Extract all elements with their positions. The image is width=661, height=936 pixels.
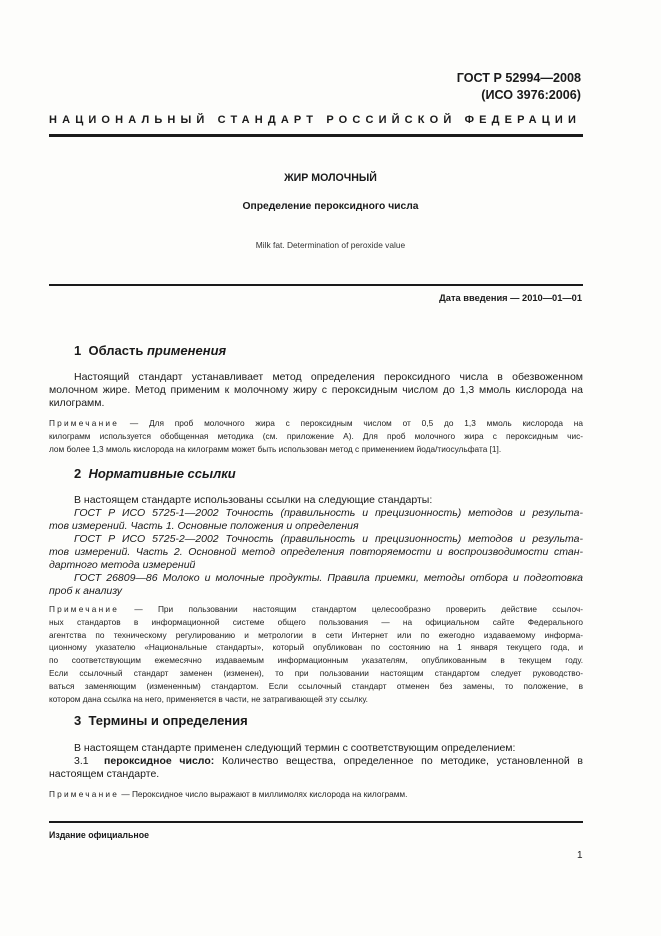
section-3-heading <box>74 713 248 728</box>
section-2-number: 2 <box>74 466 82 481</box>
section-3-body <box>49 742 583 781</box>
note-line <box>49 788 583 801</box>
term-definition-line <box>49 755 583 768</box>
note-line: лом более 1,3 ммоль кислорода на килограмм может быть использован метод с применением йода/тиосульфата [1]. <box>49 443 502 454</box>
reference-line: дартного метода измерений <box>49 559 196 571</box>
edition-label: Издание официальное <box>49 830 149 840</box>
term: пероксидное число: <box>104 755 215 767</box>
note-line: агентства по техническому регулированию и метрологии в сети Интернет или по ежегодно издаваемому информа- <box>49 629 583 640</box>
note-line: Если ссылочный стандарт заменен (изменен), то при пользовании настоящим стандартом следует руководство- <box>49 667 583 678</box>
text-line: килограмм. <box>49 397 105 409</box>
note-label: Примечание <box>49 418 120 428</box>
section-3-note <box>49 788 583 801</box>
note-label: Примечание <box>49 789 120 799</box>
section-1-number: 1 <box>74 343 82 358</box>
reference-line: ГОСТ Р ИСО 5725-1—2002 Точность (правильность и прецизионность) методов и результа- <box>74 507 583 519</box>
text-line: Настоящий стандарт устанавливает метод определения пероксидного числа в обезвоженном <box>74 371 583 383</box>
section-1-title-a: Область <box>88 343 147 358</box>
note-label: Примечание <box>49 604 120 614</box>
note-line: ных стандартов в информационной системе общего пользования — на официальном сайте Федерального <box>49 616 583 627</box>
term-number: 3.1 <box>74 755 89 767</box>
note-line <box>49 417 583 430</box>
reference-line: тов измерений. Часть 2. Основной метод определения повторяемости и воспроизводимости стан- <box>49 546 583 558</box>
section-3-number: 3 <box>74 713 82 728</box>
page-number: 1 <box>577 850 583 861</box>
note-text: — Пероксидное число выражают в миллимолях кислорода на килограмм. <box>121 789 408 799</box>
standard-code: ГОСТ Р 52994—2008 <box>456 71 581 85</box>
title-rule <box>49 284 583 286</box>
term-definition-line: настоящем стандарте. <box>49 768 160 780</box>
section-2-note <box>49 603 583 705</box>
footer-rule <box>49 821 583 823</box>
note-text: — При пользовании настоящим стандартом целесообразно проверить действие ссылоч- <box>134 604 583 614</box>
note-line: ваться заменяющим (измененным) стандартом. Если ссылочный стандарт отменен без замены, то положение, в <box>49 680 583 691</box>
note-line: котором дана ссылка на него, применяется в части, не затрагивающей эту ссылку. <box>49 693 368 704</box>
section-1-paragraph <box>49 371 583 410</box>
section-2-title: Нормативные ссылки <box>88 466 236 481</box>
document-subtitle: Определение пероксидного числа <box>242 201 419 212</box>
text-line: молочном жире. Метод применим к молочному жиру с пероксидным числом до 1,3 ммоль кислорода на <box>49 384 583 396</box>
document-title: ЖИР МОЛОЧНЫЙ <box>284 172 377 184</box>
term-definition: Количество вещества, определенное по методике, установленной в <box>221 755 584 767</box>
header-rule <box>49 134 583 137</box>
note-text: — Для проб молочного жира с пероксидным числом от 0,5 до 1,3 ммоль кислорода на <box>129 418 584 428</box>
section-2-references <box>49 494 583 598</box>
section-1-heading <box>74 343 226 358</box>
national-standard-heading: НАЦИОНАЛЬНЫЙ СТАНДАРТ РОССИЙСКОЙ ФЕДЕРАЦИИ <box>49 114 582 126</box>
section-3-title: Термины и определения <box>88 713 248 728</box>
references-intro: В настоящем стандарте использованы ссылки на следующие стандарты: <box>74 494 433 506</box>
note-line: килограмм используется обобщенная методика (см. приложение А). Для проб молочного жира с пероксидным чис- <box>49 430 583 441</box>
reference-line: проб к анализу <box>49 585 123 597</box>
note-line: ционному указателю «Национальные стандарты», который опубликован по состоянию на 1 января текущего года, и <box>49 642 583 653</box>
reference-line: тов измерений. Часть 1. Основные положения и определения <box>49 520 359 532</box>
section-1-note <box>49 417 583 455</box>
reference-line: ГОСТ Р ИСО 5725-2—2002 Точность (правильность и прецизионность) методов и результа- <box>74 533 583 545</box>
terms-intro: В настоящем стандарте применен следующий термин с соответствующим определением: <box>74 742 516 754</box>
reference-line: ГОСТ 26809—86 Молоко и молочные продукты. Правила приемки, методы отбора и подготовка <box>74 572 583 584</box>
section-2-heading <box>74 466 236 481</box>
standard-code-block <box>457 70 581 104</box>
introduction-date: Дата введения — 2010—01—01 <box>439 293 582 303</box>
note-line: по соответствующим ежемесячно издаваемым информационным указателям, опубликованным в текущем году. <box>49 655 583 666</box>
english-title: Milk fat. Determination of peroxide value <box>255 240 406 250</box>
iso-code: (ИСО 3976:2006) <box>481 88 581 102</box>
note-line <box>49 603 583 616</box>
section-1-title-b: применения <box>146 343 227 358</box>
